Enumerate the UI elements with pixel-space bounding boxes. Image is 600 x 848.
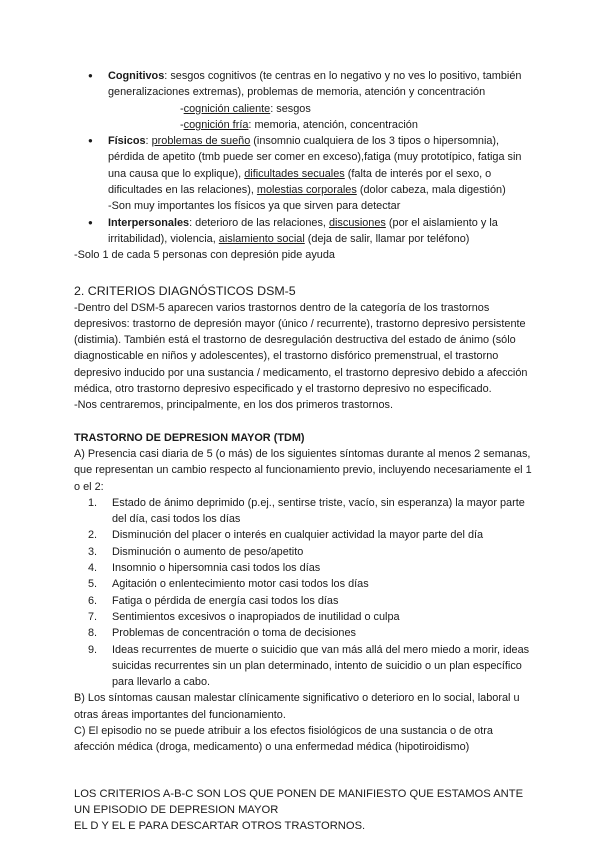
cognicion-fria-line [108, 117, 534, 133]
symptom-text: Insomnio o hipersomnia casi todos los días [112, 562, 321, 575]
fisicos-text-2: (insomnio cualquiera de los 3 tipos o hipersomnia), pérdida de apetito (tmb puede ser comer en exceso),fatiga (muy prototípico, fatiga sin una causa que lo explique), [108, 135, 522, 180]
section-2-focus-note: -Nos centraremos, principalmente, en los dos primeros trastornos. [74, 399, 393, 412]
criterion-c: C) El episodio no se puede atribuir a los efectos fisiológicos de una sustancia o de otra afección médica (droga, medicamento) o una enfermedad médica (hipotiroidismo) [74, 724, 493, 754]
fisicos-text-1: : [145, 135, 152, 148]
symptom-item: 3. Disminución o aumento de peso/apetito [88, 545, 304, 558]
document-page [74, 68, 534, 834]
interpersonales-label: Interpersonales [108, 216, 190, 229]
criterion-a: A) Presencia casi diaria de 5 (o más) de los siguientes síntomas durante al menos 2 semanas, que representan un cambio respecto al funcionamiento previo, incluyendo necesariamente el 1 o el 2: [74, 447, 532, 493]
fisicos-text-4: (dolor cabeza, mala digestión) [356, 184, 506, 197]
criterion-b: B) Los síntomas causan malestar clínicamente significativo o deterioro en lo social, laboral u otras áreas importantes del funcionamiento. [74, 692, 520, 721]
aislamiento-social-term: aislamiento social [218, 232, 305, 245]
closing-line-1: LOS CRITERIOS A-B-C SON LOS QUE PONEN DE MANIFIESTO QUE ESTAMOS ANTE UN EPISODIO DE DEPRESION MAYOR [74, 787, 524, 816]
closing-note [74, 786, 534, 834]
symptom-item: 9. Ideas recurrentes de muerte o suicidio que van más allá del mero miedo a morir, ideas suicidas recurrentes sin un plan determinado, intento de suicidio o un plan específico para llevarlo a cabo. [88, 643, 530, 689]
fisicos-note: -Son muy importantes los físicos ya que sirven para detectar [108, 200, 401, 213]
dificultades-sexuales-term: dificultades secuales [244, 167, 345, 180]
cognicion-fria-rest: : memoria, atención, concentración [248, 118, 418, 131]
fisicos-label: Físicos [108, 135, 146, 148]
symptom-text: Disminución o aumento de peso/apetito [112, 545, 304, 558]
cognicion-caliente-rest: : sesgos [270, 102, 311, 115]
symptom-text: Disminución del placer o interés en cualquier actividad la mayor parte del día [112, 529, 484, 542]
interpersonales-text-1: : deterioro de las relaciones, [189, 216, 329, 229]
symptom-item: 6. Fatiga o pérdida de energía casi todos los días [88, 594, 339, 607]
cognitivos-label: Cognitivos [108, 70, 165, 82]
fisicos-text-3: (falta de interés por el sexo, o dificultades en las relaciones), [108, 167, 492, 197]
caliente-dash: - [180, 102, 184, 115]
cognitivos-text: : sesgos cognitivos (te centras en lo negativo y no ves lo positivo, también generalizaciones extremas), problemas de memoria, atención y concentración [108, 70, 522, 99]
symptom-text: Ideas recurrentes de muerte o suicidio que van más allá del mero miedo a morir, ideas suicidas recurrentes sin un plan determinado, intento de suicidio o un plan específico para llevarlo a cabo. [112, 643, 530, 689]
symptom-item: 4. Insomnio o hipersomnia casi todos los días [88, 562, 321, 575]
symptom-item: 7. Sentimientos excesivos o inapropiados de inutilidad o culpa [88, 610, 400, 623]
symptom-text: Fatiga o pérdida de energía casi todos los días [112, 594, 339, 607]
symptom-item: 1. Estado de ánimo deprimido (p.ej., sentirse triste, vacío, sin esperanza) la mayor parte del día, casi todos los días [88, 496, 525, 526]
interpersonales-text-2: (por el aislamiento y la irritabilidad), violencia, [108, 216, 498, 245]
fria-dash: - [180, 118, 184, 131]
bullet-cognitivos [74, 68, 534, 133]
symptom-text: Agitación o enlentecimiento motor casi todos los días [112, 578, 369, 591]
symptom-bullet-list [74, 68, 534, 247]
cognicion-caliente-line [108, 101, 534, 117]
interpersonales-text-3: (deja de salir, llamar por teléfono) [304, 232, 470, 245]
problemas-sueno-term: problemas de sueño [151, 135, 251, 148]
discusiones-term: discusiones [328, 216, 386, 229]
bullet-interpersonales [74, 215, 534, 248]
footnote-ayuda: -Solo 1 de cada 5 personas con depresión pide ayuda [74, 249, 335, 262]
symptom-item: 2. Disminución del placer o interés en cualquier actividad la mayor parte del día [88, 529, 484, 542]
symptom-text: Sentimientos excesivos o inapropiados de inutilidad o culpa [112, 610, 400, 623]
closing-line-2: EL D Y EL E PARA DESCARTAR OTROS TRASTORNOS. [74, 819, 366, 832]
symptom-item: 5. Agitación o enlentecimiento motor casi todos los días [88, 578, 369, 591]
symptom-item: 8. Problemas de concentración o toma de decisiones [88, 627, 356, 640]
molestias-corporales-term: molestias corporales [256, 184, 357, 197]
symptom-text: Problemas de concentración o toma de decisiones [112, 627, 356, 640]
cognicion-fria-term: cognición fría [183, 118, 249, 131]
section-2-heading: 2. CRITERIOS DIAGNÓSTICOS DSM-5 [74, 283, 296, 298]
bullet-fisicos [74, 133, 534, 214]
section-2-paragraph: -Dentro del DSM-5 aparecen varios trastornos dentro de la categoría de los trastornos depresivos: trastorno de depresión mayor (único / recurrente), trastorno depresivo persistente (distimia). También está el trastorno de desregulación destructiva del estado de ánimo (sólo diagnosticable en niños y adolescentes), el trastorno disfórico premenstrual, el trastorno depresivo inducido por una sustancia / medicamento, el trastorno depresivo debido a afección médica, otro trastorno depresivo especificado y el trastorno depresivo no especificado. [74, 301, 528, 396]
tdm-heading: TRASTORNO DE DEPRESION MAYOR (TDM) [74, 431, 305, 444]
cognicion-caliente-term: cognición caliente [183, 102, 271, 115]
symptom-text: Estado de ánimo deprimido (p.ej., sentirse triste, vacío, sin esperanza) la mayor parte del día, casi todos los días [112, 496, 525, 526]
symptom-numbered-list [74, 495, 534, 691]
